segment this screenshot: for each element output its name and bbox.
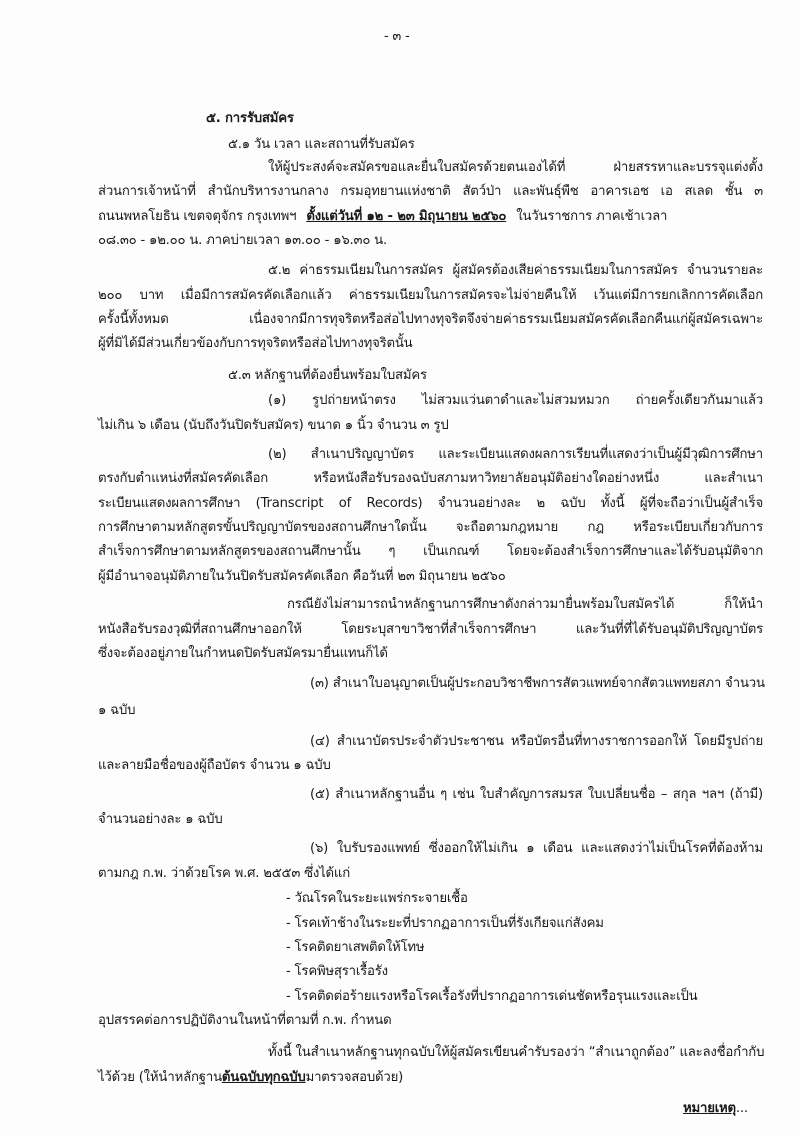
paragraph-line: จำนวนอย่างละ ๑ ฉบับ xyxy=(98,812,223,827)
page-number: - ๓ - xyxy=(384,29,410,44)
paragraph-line: ตามกฎ ก.พ. ว่าด้วยโรค พ.ศ. ๒๕๕๓ ซึ่งได้แก่ xyxy=(98,866,351,881)
subsection-5-1-title: ๕.๑ วัน เวลา และสถานที่รับสมัคร xyxy=(228,137,415,152)
continued-note xyxy=(683,1100,748,1118)
remark-label: หมายเหตุ xyxy=(683,1101,736,1116)
evidence-item-6: (๖) ใบรับรองแพทย์ ซึ่งออกให้ไม่เกิน ๑ เดือน และแสดงว่าไม่เป็นโรคที่ต้องห้าม xyxy=(310,841,763,856)
disease-item: - โรคติดต่อร้ายแรงหรือโรคเรื้อรังที่ปรากฏอาการเด่นชัดหรือรุนแรงและเป็น xyxy=(286,989,698,1004)
paragraph-line: และลายมือชื่อของผู้ถือบัตร จำนวน ๑ ฉบับ xyxy=(98,758,331,773)
paragraph-line: ๑ ฉบับ xyxy=(98,703,136,718)
disease-item: - โรคติดยาเสพติดให้โทษ xyxy=(286,940,425,955)
paragraph-line: ผู้ที่มิได้มีส่วนเกี่ยวข้องกับการทุจริตหรือส่อไปทางทุจริตนั้น xyxy=(98,336,413,351)
subsection-5-3-title: ๕.๓ หลักฐานที่ต้องยื่นพร้อมใบสมัคร xyxy=(228,368,427,383)
closing-text: มาตรวจสอบด้วย) xyxy=(305,1070,404,1085)
disease-item: - โรคเท้าช้างในระยะที่ปรากฏอาการเป็นที่รังเกียจแก่สังคม xyxy=(286,916,604,931)
paragraph-line: ให้ผู้ประสงค์จะสมัครขอและยื่นใบสมัครด้วยตนเองได้ที่ ฝ่ายสรรหาและบรรจุแต่งตั้ง xyxy=(268,160,763,175)
paragraph-line: การศึกษาตามหลักสูตรขั้นปริญญาบัตรของสถานศึกษาใดนั้น จะถือตามกฎหมาย กฎ หรือระเบียบเกี่ยวกับการ xyxy=(98,520,763,535)
section-heading: ๕. การรับสมัคร xyxy=(206,111,294,126)
evidence-item-4: (๔) สำเนาบัตรประจำตัวประชาชน หรือบัตรอื่นที่ทางราชการออกให้ โดยมีรูปถ่าย xyxy=(310,734,763,749)
disease-item: - โรคพิษสุราเรื้อรัง xyxy=(286,964,388,979)
evidence-item-5: (๕) สำเนาหลักฐานอื่น ๆ เช่น ใบสำคัญการสมรส ใบเปลี่ยนชื่อ – สกุล ฯลฯ (ถ้ามี) xyxy=(310,787,763,802)
paragraph-line: ส่วนการเจ้าหน้าที่ สำนักบริหารงานกลาง กรมอุทยานแห่งชาติ สัตว์ป่า และพันธุ์พืช อาคารเอช เอ สเลด ชั้น ๓ xyxy=(98,184,763,199)
disease-item: - วัณโรคในระยะแพร่กระจายเชื้อ xyxy=(286,891,468,906)
paragraph-line: ซึ่งจะต้องอยู่ภายในกำหนดปิดรับสมัครมายื่นแทนก็ได้ xyxy=(98,646,388,661)
paragraph-line: ๒๐๐ บาท เมื่อมีการสมัครคัดเลือกแล้ว ค่าธรรมเนียมในการสมัครจะไม่จ่ายคืนให้ เว้นแต่มีการยกเลิกการคัดเลือก xyxy=(98,288,763,303)
closing-text: ไว้ด้วย (ให้นำหลักฐาน xyxy=(98,1070,222,1085)
paragraph-line: อุปสรรคต่อการปฏิบัติงานในหน้าที่ตามที่ ก.พ. กำหนด xyxy=(98,1013,392,1028)
evidence-item-2: (๒) สำเนาปริญญาบัตร และระเบียนแสดงผลการเรียนที่แสดงว่าเป็นผู้มีวุฒิการศึกษา xyxy=(268,447,763,462)
subsection-5-2-line: ๕.๒ ค่าธรรมเนียมในการสมัคร ผู้สมัครต้องเสียค่าธรรมเนียมในการสมัคร จำนวนรายละ xyxy=(268,263,763,278)
evidence-item-3: (๓) สำเนาใบอนุญาตเป็นผู้ประกอบวิชาชีพการสัตวแพทย์จากสัตวแพทยสภา จำนวน xyxy=(310,676,765,691)
paragraph-line: ตรงกับตำแหน่งที่สมัครคัดเลือก หรือหนังสือรับรองฉบับสภามหาวิทยาลัยอนุมัติอย่างใดอย่างหนึ่ง และสำเนา xyxy=(98,471,763,486)
paragraph-line: หนังสือรับรองวุฒิที่สถานศึกษาออกให้ โดยระบุสาขาวิชาที่สำเร็จการศึกษา และวันที่ที่ได้รับอนุมัติปริญญาบัตร xyxy=(98,622,763,637)
paragraph-line: ครั้งนี้ทั้งหมด เนื่องจากมีการทุจริตหรือส่อไปทางทุจริตจึงจ่ายค่าธรรมเนียมสมัครคัดเลือกคืนแก่ผู้สมัครเฉพาะ xyxy=(98,312,763,327)
ellipsis: ... xyxy=(735,1101,748,1116)
evidence-item-1: (๑) รูปถ่ายหน้าตรง ไม่สวมแว่นตาดำและไม่สวมหมวก ถ่ายครั้งเดียวกันมาแล้ว xyxy=(268,393,763,408)
date-highlight: ตั้งแต่วันที่ ๑๒ - ๒๓ มิถุนายน ๒๕๖๐ xyxy=(306,209,507,224)
office-hours-text: ในวันราชการ ภาคเช้าเวลา xyxy=(516,209,668,224)
paragraph-line: ไม่เกิน ๖ เดือน (นับถึงวันปิดรับสมัคร) ขนาด ๑ นิ้ว จำนวน ๓ รูป xyxy=(98,418,449,433)
case-note-line: กรณียังไม่สามารถนำหลักฐานการศึกษาดังกล่าวมายื่นพร้อมใบสมัครได้ ก็ให้นำ xyxy=(287,597,763,612)
paragraph-line xyxy=(98,208,763,226)
closing-line: ทั้งนี้ ในสำเนาหลักฐานทุกฉบับให้ผู้สมัครเขียนคำรับรองว่า “สำเนาถูกต้อง” และลงชื่อกำกับ xyxy=(268,1045,765,1060)
closing-line xyxy=(98,1069,403,1087)
original-documents-emphasis: ต้นฉบับทุกฉบับ xyxy=(221,1070,306,1085)
address-text: ถนนพหลโยธิน เขตจตุจักร กรุงเทพฯ xyxy=(98,209,297,224)
paragraph-line: ระเบียนแสดงผลการศึกษา (Transcript of Records) จำนวนอย่างละ ๒ ฉบับ ทั้งนี้ ผู้ที่จะถือว่าเป็นผู้สำเร็จ xyxy=(98,496,763,511)
paragraph-line: สำเร็จการศึกษาตามหลักสูตรของสถานศึกษานั้น ๆ เป็นเกณฑ์ โดยจะต้องสำเร็จการศึกษาและได้รับอนุมัติจาก xyxy=(98,544,763,559)
paragraph-line: ผู้มีอำนาจอนุมัติภายในวันปิดรับสมัครคัดเลือก คือวันที่ ๒๓ มิถุนายน ๒๕๖๐ xyxy=(98,569,506,584)
paragraph-line: ๐๘.๓๐ - ๑๒.๐๐ น. ภาคบ่ายเวลา ๑๓.๐๐ - ๑๖.๓๐ น. xyxy=(98,233,387,248)
